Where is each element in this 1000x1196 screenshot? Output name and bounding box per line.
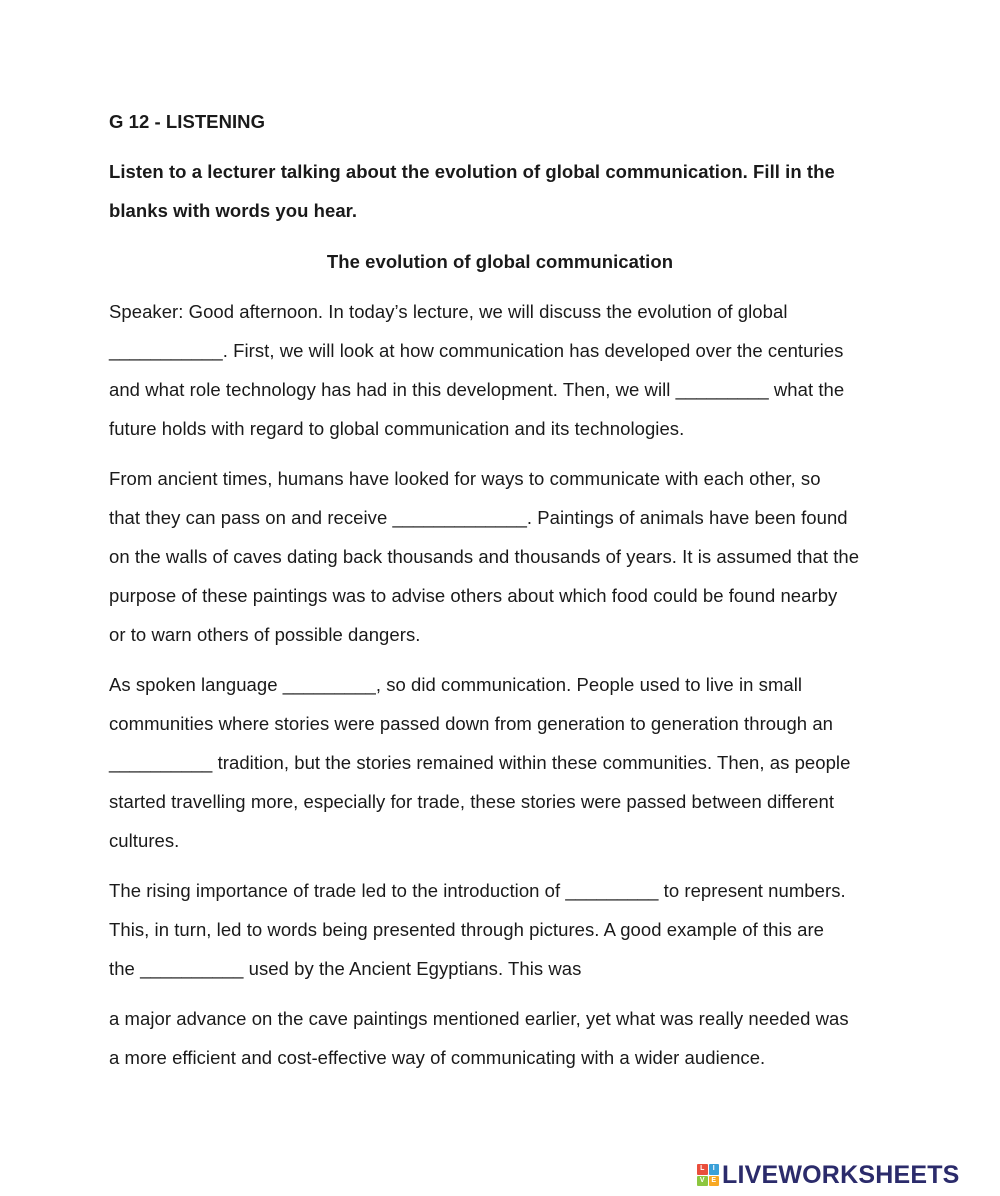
text-line: cultures.	[109, 830, 180, 851]
section-heading: The evolution of global communication	[326, 251, 674, 272]
text-line: that they can pass on and receive _____________. Paintings of animals have been found	[109, 507, 848, 528]
text-line: As spoken language _________, so did communication. People used to live in small	[109, 674, 803, 695]
text-line: a major advance on the cave paintings mentioned earlier, yet what was really needed was	[109, 1008, 849, 1029]
page-title: G 12 - LISTENING	[109, 111, 266, 132]
blank-field-2[interactable]: _________	[675, 379, 769, 400]
blank-field-1[interactable]: ___________	[109, 340, 223, 361]
text-line: communities where stories were passed down from generation to generation through an	[109, 713, 833, 734]
text-line: future holds with regard to global communication and its technologies.	[109, 418, 685, 439]
instructions-line-1: Listen to a lecturer talking about the evolution of global communication. Fill in the	[109, 161, 835, 182]
text-line: ___________. First, we will look at how communication has developed over the centuries	[109, 340, 844, 361]
text-line: __________ tradition, but the stories remained within these communities. Then, as people	[109, 752, 851, 773]
blank-field-3[interactable]: _____________	[392, 507, 527, 528]
text-line: From ancient times, humans have looked for ways to communicate with each other, so	[109, 468, 821, 489]
text-line: or to warn others of possible dangers.	[109, 624, 421, 645]
text-line: The rising importance of trade led to the introduction of _________ to represent numbers.	[109, 880, 846, 901]
instructions-line-2: blanks with words you hear.	[109, 200, 358, 221]
logo-text: LIVEWORKSHEETS	[722, 1160, 960, 1189]
text-line: the __________ used by the Ancient Egyptians. This was	[109, 958, 582, 979]
text-line: purpose of these paintings was to advise others about which food could be found nearby	[109, 585, 838, 606]
logo-mark-icon: L I V E	[697, 1164, 719, 1186]
text-line: on the walls of caves dating back thousands and thousands of years. It is assumed that the	[109, 546, 860, 567]
blank-field-4[interactable]: _________	[282, 674, 376, 695]
blank-field-7[interactable]: __________	[140, 958, 244, 979]
text-line: and what role technology has had in this development. Then, we will _________ what the	[109, 379, 845, 400]
liveworksheets-logo	[697, 1162, 960, 1188]
text-line: started travelling more, especially for trade, these stories were passed between different	[109, 791, 835, 812]
text-line: a more efficient and cost-effective way of communicating with a wider audience.	[109, 1047, 766, 1068]
blank-field-5[interactable]: __________	[109, 752, 213, 773]
blank-field-6[interactable]: _________	[565, 880, 659, 901]
text-line: Speaker: Good afternoon. In today’s lecture, we will discuss the evolution of global	[109, 301, 788, 322]
text-line: This, in turn, led to words being presented through pictures. A good example of this are	[109, 919, 825, 940]
